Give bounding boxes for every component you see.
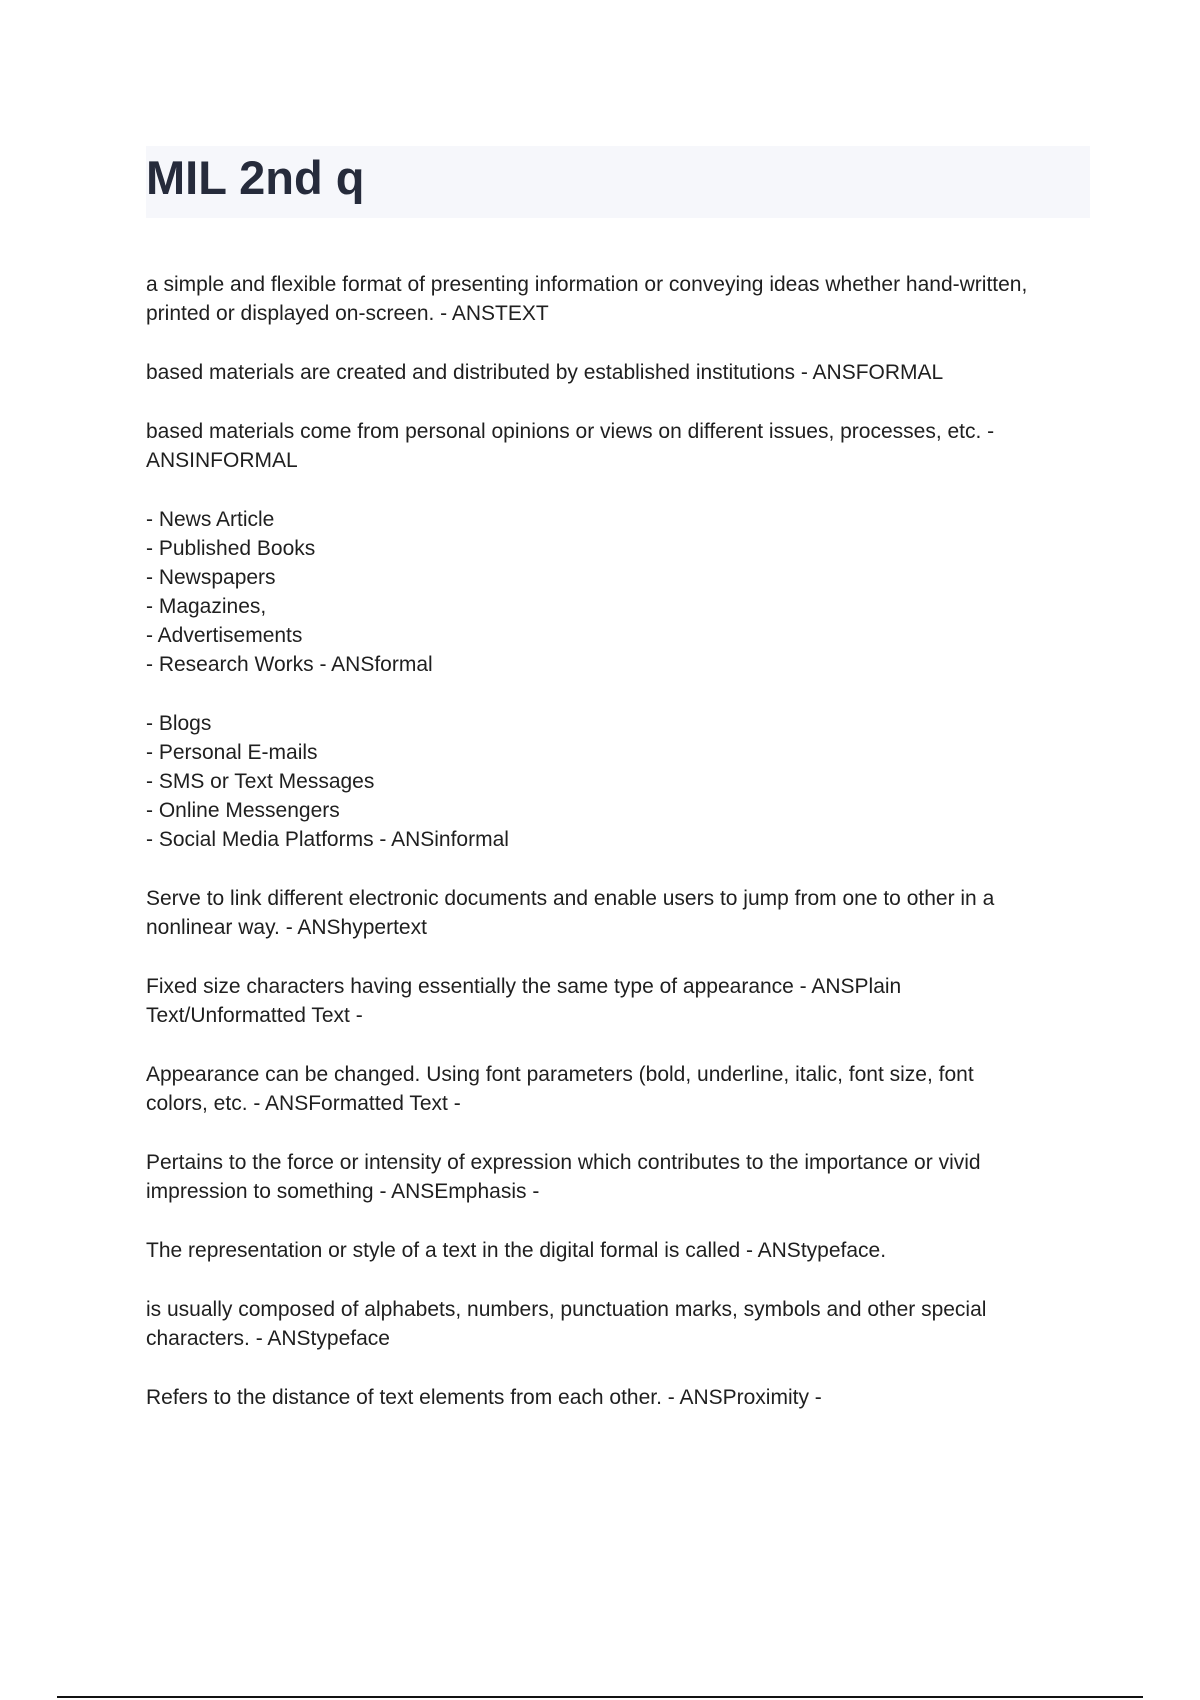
list-item: - News Article [146, 508, 275, 531]
qa-entry-11 [146, 1295, 1086, 1353]
document-body [146, 270, 1086, 1442]
list-item: - Social Media Platforms - ANSinformal [146, 828, 509, 851]
qa-entry-12 [146, 1383, 1086, 1412]
qa-entry-formal-list [146, 505, 1086, 679]
qa-answer: printed or displayed on-screen. - ANSTEXT [146, 302, 549, 325]
qa-entry-7 [146, 972, 1086, 1030]
list-item: - Personal E-mails [146, 741, 318, 764]
qa-entry-9 [146, 1148, 1086, 1206]
list-item: - Research Works - ANSformal [146, 653, 433, 676]
qa-question: Serve to link different electronic documents and enable users to jump from one to other in a [146, 887, 995, 910]
qa-question: based materials are created and distributed by established institutions - ANSFORMAL [146, 361, 944, 384]
qa-answer: Text/Unformatted Text - [146, 1004, 363, 1027]
qa-question: The representation or style of a text in the digital formal is called - ANStypeface. [146, 1239, 887, 1262]
qa-entry-10 [146, 1236, 1086, 1265]
footer-divider [57, 1696, 1143, 1698]
qa-answer: impression to something - ANSEmphasis - [146, 1180, 540, 1203]
qa-question: Refers to the distance of text elements from each other. - ANSProximity - [146, 1386, 822, 1409]
list-item: - SMS or Text Messages [146, 770, 375, 793]
qa-answer: colors, etc. - ANSFormatted Text - [146, 1092, 461, 1115]
list-item: - Online Messengers [146, 799, 340, 822]
qa-entry-6 [146, 884, 1086, 942]
qa-entry-1 [146, 270, 1086, 328]
qa-entry-2 [146, 358, 1086, 387]
qa-question: Pertains to the force or intensity of expression which contributes to the importance or vivid [146, 1151, 981, 1174]
qa-question: Appearance can be changed. Using font parameters (bold, underline, italic, font size, font [146, 1063, 974, 1086]
qa-entry-8 [146, 1060, 1086, 1118]
page-title: MIL 2nd q [146, 151, 365, 204]
qa-question: is usually composed of alphabets, numbers, punctuation marks, symbols and other special [146, 1298, 987, 1321]
qa-question: a simple and flexible format of presenting information or conveying ideas whether hand-written, [146, 273, 1028, 296]
qa-question: based materials come from personal opinions or views on different issues, processes, etc. - [146, 420, 995, 443]
list-item: - Newspapers [146, 566, 276, 589]
list-item: - Blogs [146, 712, 212, 735]
title-banner [146, 146, 1090, 218]
qa-question: Fixed size characters having essentially the same type of appearance - ANSPlain [146, 975, 902, 998]
qa-answer: characters. - ANStypeface [146, 1327, 390, 1350]
qa-answer: nonlinear way. - ANShypertext [146, 916, 427, 939]
qa-entry-3 [146, 417, 1086, 475]
qa-answer: ANSINFORMAL [146, 449, 298, 472]
list-item: - Published Books [146, 537, 316, 560]
list-item: - Magazines, [146, 595, 267, 618]
qa-entry-informal-list [146, 709, 1086, 854]
list-item: - Advertisements [146, 624, 303, 647]
